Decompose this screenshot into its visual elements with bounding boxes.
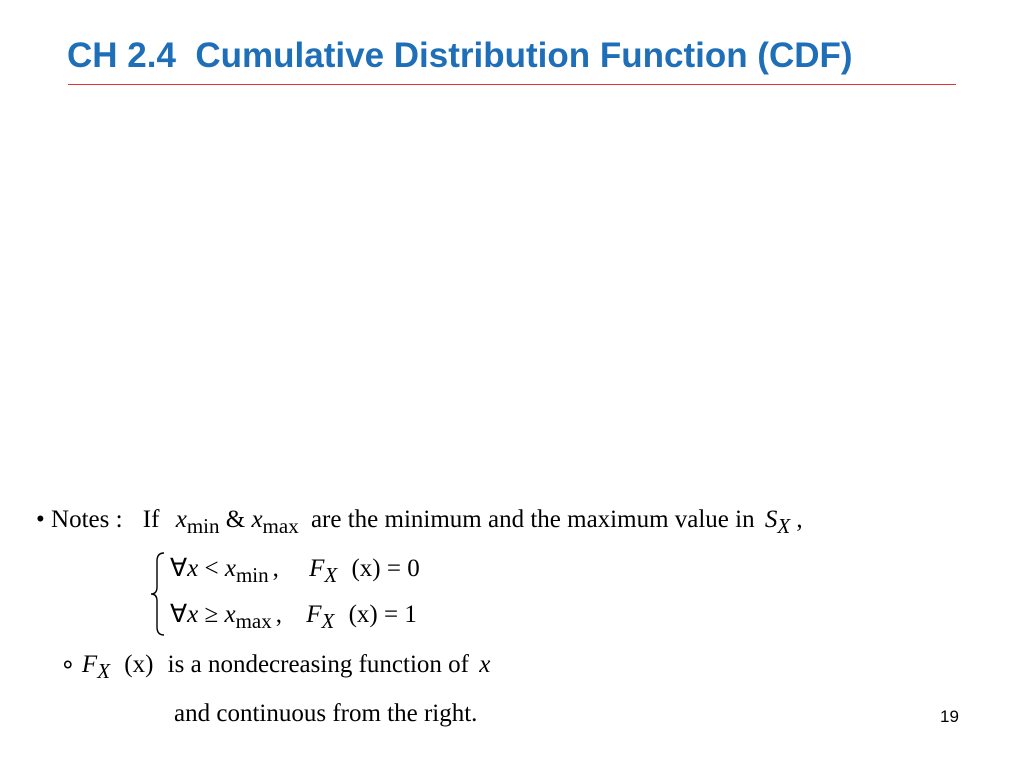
var-x: x <box>224 555 236 582</box>
notes-label: Notes : <box>51 506 123 533</box>
cdf-f: F <box>306 601 322 628</box>
property-text: is a nondecreasing function of <box>167 651 469 678</box>
var-s: S <box>764 506 778 533</box>
circle-bullet-icon: ∘ <box>60 651 76 678</box>
case-value: 0 <box>407 555 420 582</box>
bullet-icon: • <box>36 506 45 533</box>
var-x: x <box>479 651 491 678</box>
left-brace-icon <box>150 552 166 636</box>
greater-equal: ≥ <box>204 601 219 628</box>
var-x: x <box>187 555 199 582</box>
case-row-max <box>170 600 417 633</box>
case-value: 1 <box>404 601 417 628</box>
comma: , <box>272 555 279 582</box>
slide-title: CH 2.4 Cumulative Distribution Function (CDF) <box>67 36 853 75</box>
cdf-f: F <box>81 651 98 678</box>
comma: , <box>796 506 803 533</box>
var-x-min: x <box>175 506 187 533</box>
sub-x: X <box>97 659 111 683</box>
title-underline <box>68 84 956 85</box>
var-x: x <box>224 601 236 628</box>
sub-max: max <box>235 609 272 633</box>
property-line-2: and continuous from the right. <box>174 700 478 727</box>
equals: = <box>383 601 399 628</box>
notes-text: are the minimum and the maximum value in <box>310 506 755 533</box>
cdf-arg: (x) <box>348 601 378 628</box>
cdf-f: F <box>309 555 325 582</box>
sub-x: X <box>321 609 335 633</box>
sub-x: X <box>324 563 338 587</box>
case-row-min <box>170 554 420 587</box>
equals: = <box>386 555 401 582</box>
property-line <box>60 650 491 683</box>
if-word: If <box>142 506 160 533</box>
notes-line <box>36 505 803 538</box>
forall-symbol: ∀ <box>170 555 188 582</box>
forall-symbol: ∀ <box>170 601 188 628</box>
ampersand: & <box>225 506 246 533</box>
sub-min: min <box>186 514 220 538</box>
sub-max: max <box>262 514 299 538</box>
cdf-arg: (x) <box>124 651 154 678</box>
var-x-max: x <box>251 506 263 533</box>
var-x: x <box>187 601 199 628</box>
page-number: 19 <box>940 707 959 726</box>
cdf-arg: (x) <box>351 555 381 582</box>
sub-x: X <box>777 514 791 538</box>
less-than: < <box>204 555 219 582</box>
sub-min: min <box>235 563 269 587</box>
comma: , <box>275 601 282 628</box>
